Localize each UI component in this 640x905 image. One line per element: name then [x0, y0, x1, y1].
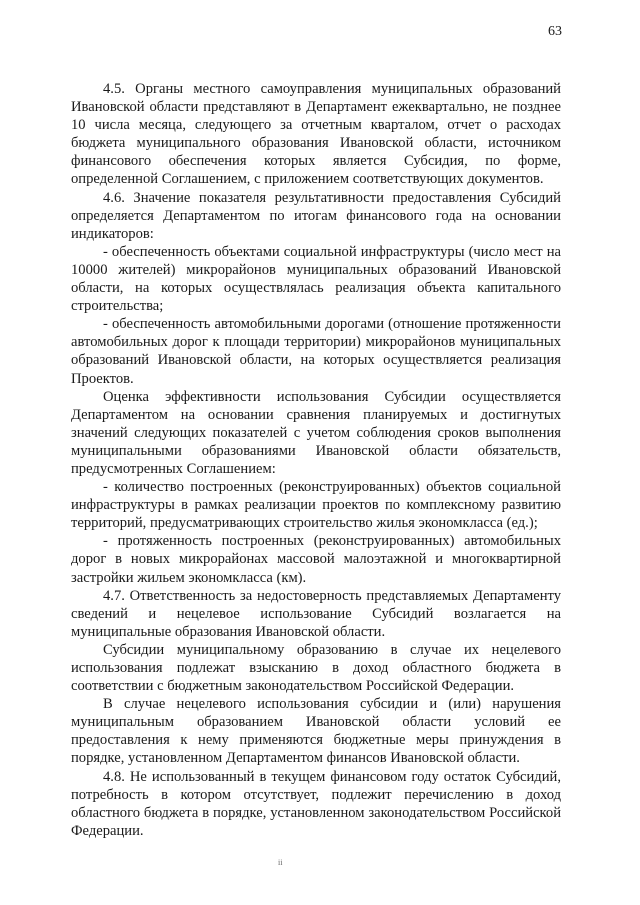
paragraph-subsidy-recovery: Субсидии муниципальному образованию в случае их нецелевого использования подлежат взысканию в доход областного бюджета в соответствии с бюджетным законодательством Российской Федерации. — [71, 641, 561, 695]
paragraph-4-7: 4.7. Ответственность за недостоверность представляемых Департаменту сведений и нецелевое использование Субсидий возлагается на муниципальные образования Ивановской области. — [71, 587, 561, 640]
metric-roads-length: - протяженность построенных (реконструированных) автомобильных дорог в новых микрорайонах массовой малоэтажной и многоквартирной застройки жильем экономкласса (км). — [71, 533, 561, 586]
indicator-social-infrastructure: - обеспеченность объектами социальной инфраструктуры (число мест на 10000 жителей) микрорайонов муниципальных образований Ивановской области, на которых осуществлялась реализация объекта капитального строительства; — [71, 243, 561, 315]
paragraph-enforcement-measures: В случае нецелевого использования субсидии и (или) нарушения муниципальным образованием Ивановской области условий ее предоставления к нему применяются бюджетные меры принуждения в порядке, установленном Департаментом финансов Ивановской области. — [71, 696, 561, 767]
paragraph-4-5: 4.5. Органы местного самоуправления муниципальных образований Ивановской области представляют в Департамент ежеквартально, не позднее 10 числа месяца, следующего за отчетным кварталом, отчет о расходах бюджета муниципального образования Ивановской области, источником финансового обеспечения которых является Субсидия, по форме, определенной Соглашением, с приложением соответствующих документов. — [71, 81, 561, 188]
metric-objects-built: - количество построенных (реконструированных) объектов социальной инфраструктуры в рамках реализации проектов по комплексному развитию территорий, предусматривающих строительство жилья экономкласса (ед.); — [71, 479, 561, 532]
paragraph-efficiency-assessment: Оценка эффективности использования Субсидии осуществляется Департаментом на основании сравнения планируемых и достигнутых значений следующих показателей с учетом соблюдения сроков выполнения муниципальными образованиями Ивановской области обязательств, предусмотренных Соглашением: — [71, 388, 561, 477]
scan-mark: ii — [278, 858, 283, 867]
page-number: 63 — [548, 24, 562, 39]
indicator-roads: - обеспеченность автомобильными дорогами (отношение протяженности автомобильных дорог к площади территории) микрорайонов муниципальных образований Ивановской области, на которых осуществляется реализация Проектов. — [71, 316, 561, 387]
paragraph-4-8: 4.8. Не использованный в текущем финансовом году остаток Субсидий, потребность в котором отсутствует, подлежит перечислению в доход областного бюджета в порядке, установленном законодательством Российской Федерации. — [71, 768, 561, 839]
document-body — [71, 80, 561, 840]
paragraph-4-6: 4.6. Значение показателя результативности предоставления Субсидий определяется Департаментом по итогам финансового года на основании индикаторов: — [71, 189, 561, 242]
